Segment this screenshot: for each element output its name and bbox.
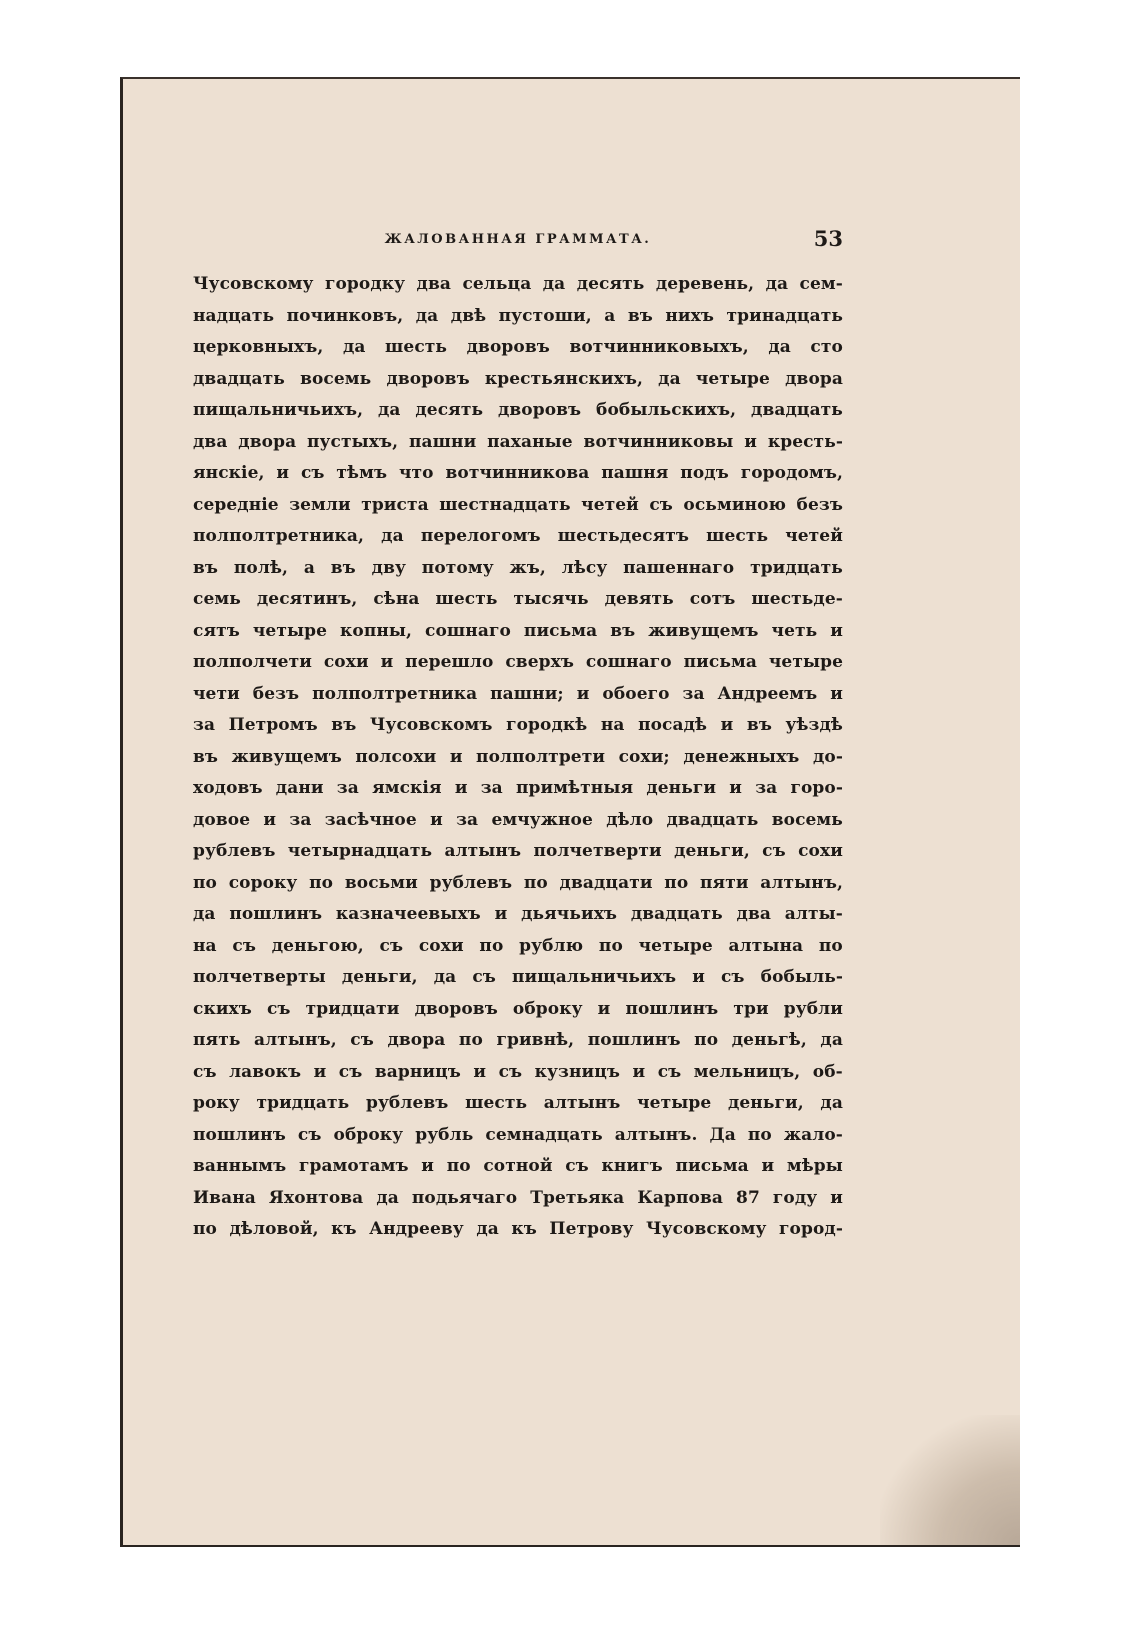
- text-line: сятъ четыре копны, сошнаго письма въ живущемъ четь и: [193, 620, 843, 641]
- text-line: полчетверты деньги, да съ пищальничьихъ и съ бобыль-: [193, 967, 843, 987]
- text-line: янскіе, и съ тѣмъ что вотчинникова пашня подъ городомъ,: [193, 463, 843, 483]
- text-line: двадцать восемь дворовъ крестьянскихъ, да четыре двора: [193, 368, 843, 389]
- page-corner-shadow: [880, 1415, 1020, 1545]
- text-line: Чусовскому городку два сельца да десять деревень, да сем-: [193, 274, 843, 294]
- text-line: середніе земли триста шестнадцать четей съ осьминою безъ: [193, 494, 843, 515]
- text-line: довое и за засѣчное и за емчужное дѣло двадцать восемь: [193, 809, 843, 830]
- text-line: рублевъ четырнадцать алтынъ полчетверти деньги, съ сохи: [193, 841, 843, 861]
- body-text: [193, 269, 843, 1246]
- text-line: Ивана Яхонтова да подьячаго Третьяка Карпова 87 году и: [193, 1187, 843, 1208]
- text-line: въ полѣ, а въ дву потому жъ, лѣсу пашеннаго тридцать: [193, 557, 843, 578]
- text-line: надцать починковъ, да двѣ пустоши, а въ нихъ тринадцать: [193, 305, 843, 326]
- text-line: чети безъ полполтретника пашни; и обоего за Андреемъ и: [193, 683, 843, 704]
- page-number: 53: [813, 226, 843, 251]
- text-line: полполчети сохи и перешло сверхъ сошнаго письма четыре: [193, 652, 843, 672]
- text-line: року тридцать рублевъ шесть алтынъ четыре деньги, да: [193, 1093, 843, 1113]
- running-title: ЖАЛОВАННАЯ ГРАММАТА.: [384, 232, 652, 247]
- running-head: [193, 224, 843, 254]
- book-page: [193, 224, 843, 1246]
- text-line: ходовъ дани за ямскія и за примѣтныя деньги и за горо-: [193, 778, 843, 798]
- text-line: на съ деньгою, съ сохи по рублю по четыре алтына по: [193, 935, 843, 956]
- text-line: въ живущемъ полсохи и полполтрети сохи; денежныхъ до-: [193, 746, 843, 767]
- text-line: пять алтынъ, съ двора по гривнѣ, пошлинъ по деньгѣ, да: [193, 1030, 843, 1050]
- text-line: скихъ съ тридцати дворовъ оброку и пошлинъ три рубли: [193, 998, 843, 1019]
- text-line: ваннымъ грамотамъ и по сотной съ книгъ письма и мѣры: [193, 1156, 843, 1176]
- text-line: церковныхъ, да шесть дворовъ вотчинниковыхъ, да сто: [193, 337, 843, 357]
- text-line: полполтретника, да перелогомъ шестьдесятъ шесть четей: [193, 526, 843, 546]
- text-line: съ лавокъ и съ варницъ и съ кузницъ и съ мельницъ, об-: [193, 1061, 843, 1082]
- text-line: пошлинъ съ оброку рубль семнадцать алтынъ. Да по жало-: [193, 1124, 843, 1145]
- text-line: за Петромъ въ Чусовскомъ городкѣ на посадѣ и въ уѣздѣ: [193, 715, 843, 735]
- text-line: семь десятинъ, сѣна шесть тысячь девять сотъ шестьде-: [193, 589, 843, 609]
- text-line: да пошлинъ казначеевыхъ и дьячьихъ двадцать два алты-: [193, 904, 843, 924]
- text-line: два двора пустыхъ, пашни паханые вотчинниковы и кресть-: [193, 431, 843, 452]
- text-line: пищальничьихъ, да десять дворовъ бобыльскихъ, двадцать: [193, 400, 843, 420]
- text-line: по сороку по восьми рублевъ по двадцати по пяти алтынъ,: [193, 872, 843, 893]
- text-line: по дѣловой, къ Андрееву да къ Петрову Чусовскому город-: [193, 1219, 843, 1239]
